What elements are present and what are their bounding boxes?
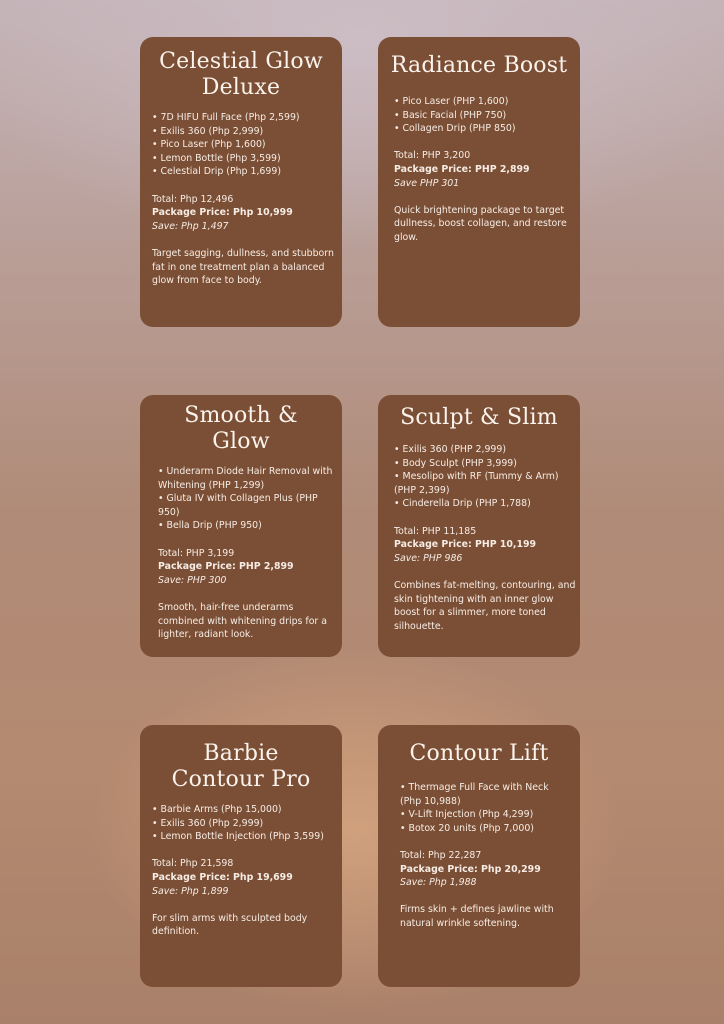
package-body: [152, 111, 342, 288]
package-item: • Bella Drip (PHP 950): [158, 520, 262, 532]
package-body: [158, 465, 336, 642]
package-savings: Save: Php 1,988: [400, 877, 477, 889]
package-price: Package Price: Php 10,999: [152, 207, 293, 219]
package-items: [400, 781, 572, 835]
package-item: • Body Sculpt (PHP 3,999): [394, 457, 517, 469]
package-item: • Pico Laser (Php 1,600): [152, 139, 266, 151]
package-item: • Cinderella Drip (PHP 1,788): [394, 498, 531, 510]
package-total: Total: PHP 3,200: [394, 150, 471, 162]
package-card-sculpt-slim: [378, 395, 580, 657]
package-title: Contour Lift: [409, 741, 549, 766]
package-savings: Save PHP 301: [394, 177, 460, 189]
package-card-smooth-glow: [140, 395, 342, 657]
package-description: Firms skin + defines jawline with natural wrinkle softening.: [400, 904, 554, 929]
package-body: [394, 443, 576, 633]
package-price: Package Price: PHP 10,199: [394, 539, 537, 551]
package-item: • Basic Facial (PHP 750): [394, 109, 507, 121]
package-total: Total: PHP 3,199: [158, 547, 235, 559]
package-item: • Exilis 360 (Php 2,999): [152, 125, 264, 137]
package-item: • Barbie Arms (Php 15,000): [152, 804, 282, 815]
package-items: [152, 111, 342, 179]
package-item: • Gluta IV with Collagen Plus (PHP 950): [158, 493, 318, 518]
package-price: Package Price: Php 20,299: [400, 863, 541, 875]
package-description: For slim arms with sculpted body definition.: [152, 912, 308, 938]
package-item: • Collagen Drip (PHP 850): [394, 123, 516, 135]
package-body: [152, 803, 336, 939]
package-item: • 7D HIFU Full Face (Php 2,599): [152, 112, 300, 123]
package-body: [400, 781, 572, 931]
package-item: • Pico Laser (PHP 1,600): [394, 96, 509, 107]
package-item: • Lemon Bottle Injection (Php 3,599): [152, 831, 324, 843]
package-title: Smooth & Glow: [184, 403, 298, 454]
package-item: • Lemon Bottle (Php 3,599): [152, 152, 281, 164]
package-item: • Exilis 360 (PHP 2,999): [394, 444, 507, 455]
package-price: Package Price: Php 19,699: [152, 871, 293, 883]
package-description: Combines fat-melting, contouring, and skin tightening with an inner glow boost for a slimmer, more toned silhouette.: [394, 579, 576, 632]
package-items: [158, 465, 336, 533]
package-title: Radiance Boost: [390, 53, 568, 78]
package-price: Package Price: PHP 2,899: [158, 561, 294, 573]
package-item: • Exilis 360 (Php 2,999): [152, 817, 264, 829]
package-savings: Save: PHP 986: [394, 552, 463, 564]
package-item: • Mesolipo with RF (Tummy & Arm) (PHP 2,399): [394, 471, 559, 496]
package-total: Total: Php 21,598: [152, 858, 234, 870]
package-title: Sculpt & Slim: [400, 405, 558, 430]
package-items: [394, 443, 576, 511]
package-savings: Save: Php 1,497: [152, 220, 229, 232]
package-items: [152, 803, 336, 844]
package-item: • Celestial Drip (Php 1,699): [152, 166, 281, 178]
package-price: Package Price: PHP 2,899: [394, 163, 530, 175]
package-title: Celestial Glow Deluxe: [159, 49, 323, 100]
package-card-radiance-boost: [378, 37, 580, 327]
package-item: • Botox 20 units (Php 7,000): [400, 822, 534, 834]
package-card-contour-lift: [378, 725, 580, 987]
package-total: Total: Php 22,287: [400, 849, 482, 861]
package-card-barbie-contour-pro: [140, 725, 342, 987]
package-description: Target sagging, dullness, and stubborn fat in one treatment plan a balanced glow from face to body.: [152, 247, 334, 287]
package-body: [394, 95, 576, 245]
package-description: Smooth, hair-free underarms combined with whitening drips for a lighter, radiant look.: [158, 601, 328, 641]
package-total: Total: PHP 11,185: [394, 525, 477, 537]
package-item: • Thermage Full Face with Neck (Php 10,988): [400, 782, 549, 807]
package-item: • Underarm Diode Hair Removal with Whitening (PHP 1,299): [158, 466, 333, 491]
package-card-celestial-glow-deluxe: [140, 37, 342, 327]
package-title: Barbie Contour Pro: [171, 741, 311, 792]
package-items: [394, 95, 576, 136]
package-total: Total: Php 12,496: [152, 193, 234, 205]
package-savings: Save: Php 1,899: [152, 885, 229, 897]
package-item: • V-Lift Injection (Php 4,299): [400, 809, 534, 821]
package-savings: Save: PHP 300: [158, 574, 227, 586]
package-description: Quick brightening package to target dullness, boost collagen, and restore glow.: [394, 204, 567, 243]
